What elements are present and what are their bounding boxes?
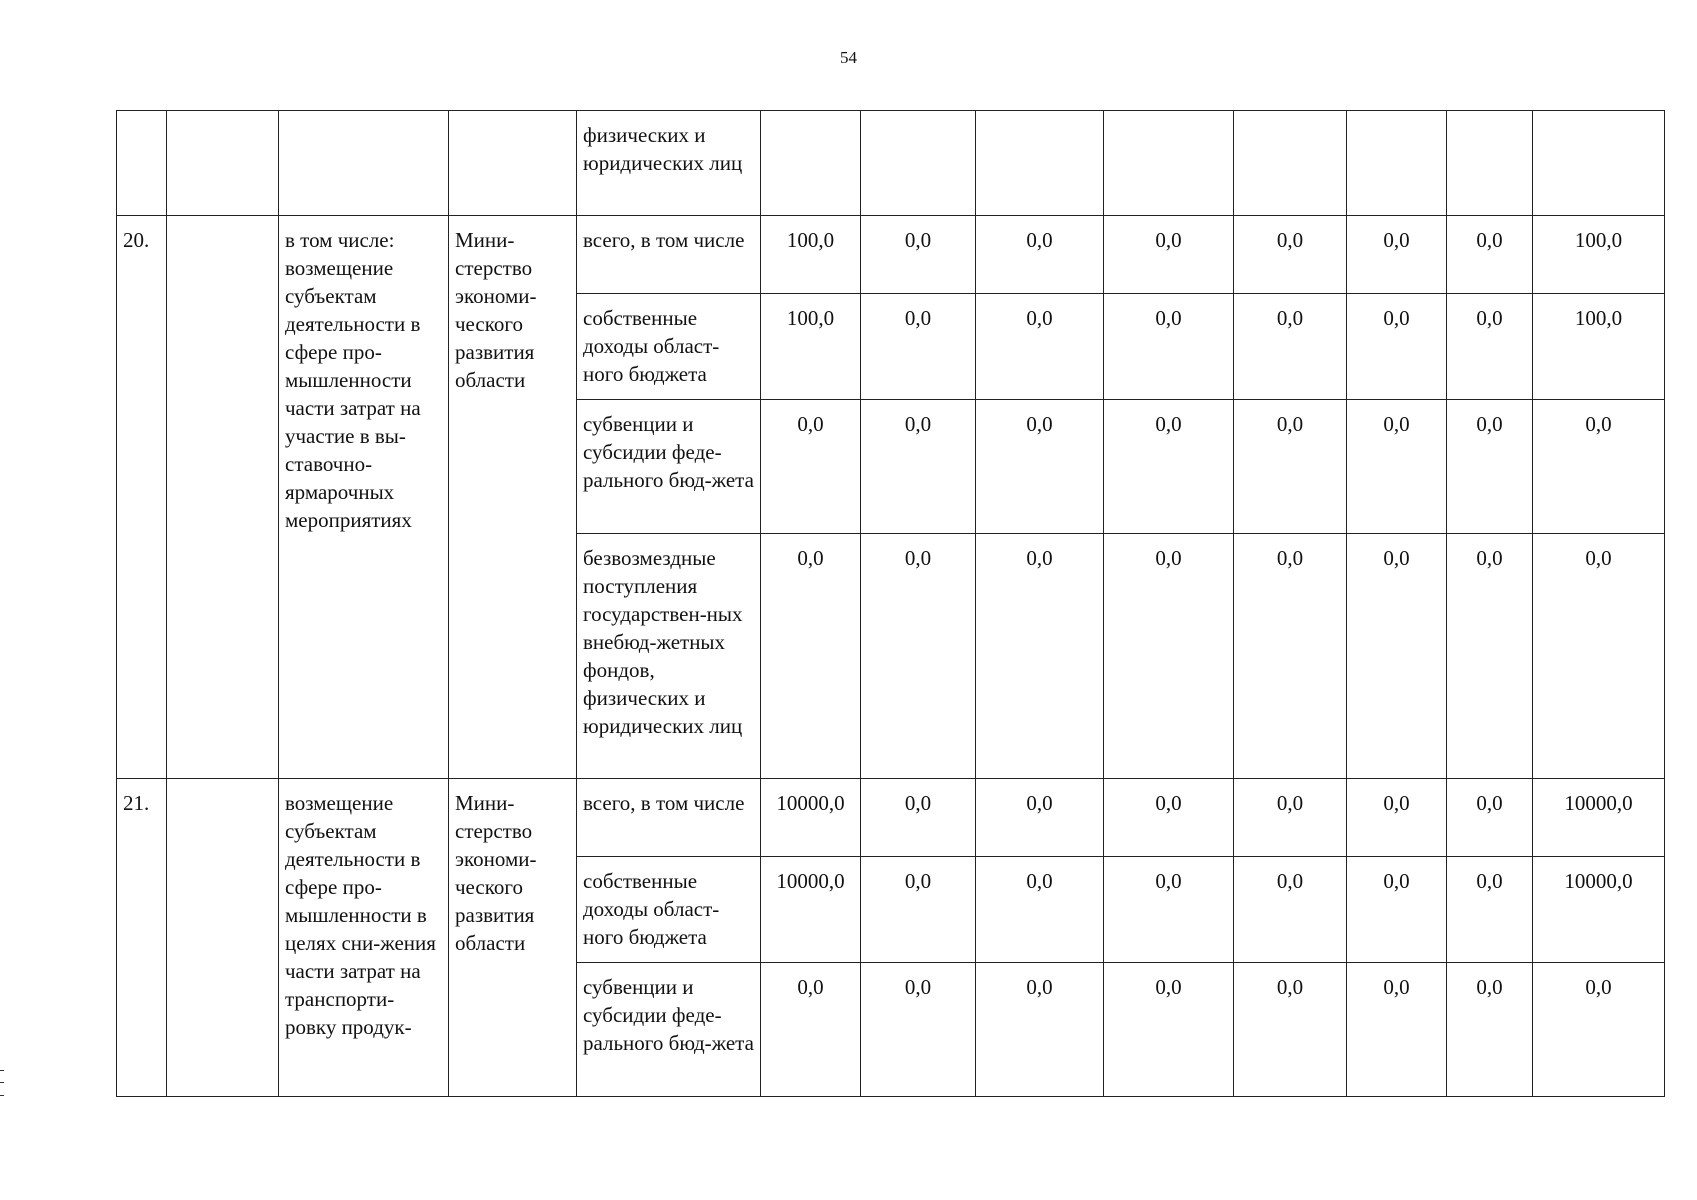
value-cell: 0,0 xyxy=(1104,294,1234,400)
index-cell xyxy=(117,111,167,216)
value-cell: 0,0 xyxy=(1533,534,1665,779)
value-cell: 0,0 xyxy=(976,294,1104,400)
value-cell: 0,0 xyxy=(976,779,1104,857)
value-cell: 0,0 xyxy=(1234,294,1347,400)
value-cell: 0,0 xyxy=(976,216,1104,294)
value-cell xyxy=(761,111,861,216)
value-cell: 0,0 xyxy=(1104,857,1234,963)
measure-name: возмещение субъектам деятельности в сфере про-мышленности в целях сни-жения части затрат на транспорти-ровку продук- xyxy=(279,779,449,1097)
value-cell: 0,0 xyxy=(1104,534,1234,779)
row-index: 20. xyxy=(117,216,167,779)
funding-source: собственные доходы област-ного бюджета xyxy=(577,857,761,963)
value-cell xyxy=(976,111,1104,216)
value-cell: 100,0 xyxy=(761,294,861,400)
value-cell: 100,0 xyxy=(1533,294,1665,400)
value-cell xyxy=(1104,111,1234,216)
value-cell: 0,0 xyxy=(1347,857,1447,963)
value-cell: 0,0 xyxy=(1104,400,1234,534)
value-cell: 0,0 xyxy=(1447,400,1533,534)
table-body xyxy=(117,111,1665,1097)
value-cell: 0,0 xyxy=(1104,963,1234,1097)
table-row xyxy=(117,216,1665,294)
value-cell xyxy=(1347,111,1447,216)
value-cell: 100,0 xyxy=(1533,216,1665,294)
value-cell: 0,0 xyxy=(1533,400,1665,534)
code-cell xyxy=(167,111,279,216)
value-cell: 10000,0 xyxy=(1533,779,1665,857)
value-cell: 0,0 xyxy=(1447,857,1533,963)
value-cell: 0,0 xyxy=(1347,534,1447,779)
value-cell xyxy=(861,111,976,216)
table-row xyxy=(117,111,1665,216)
value-cell: 0,0 xyxy=(1447,779,1533,857)
value-cell: 0,0 xyxy=(1234,857,1347,963)
value-cell xyxy=(1533,111,1665,216)
page-number: 54 xyxy=(840,48,857,67)
measure-name: в том числе: возмещение субъектам деятельности в сфере про-мышленности части затрат на участие в вы-ставочно-ярмарочных мероприятиях xyxy=(279,216,449,779)
value-cell: 0,0 xyxy=(1347,294,1447,400)
name-cell xyxy=(279,111,449,216)
value-cell: 0,0 xyxy=(1234,400,1347,534)
funding-source: безвозмездные поступления государствен-ных внебюд-жетных фондов, физических и юридических лиц xyxy=(577,534,761,779)
value-cell: 0,0 xyxy=(861,779,976,857)
value-cell: 10000,0 xyxy=(1533,857,1665,963)
value-cell: 100,0 xyxy=(761,216,861,294)
value-cell: 0,0 xyxy=(861,534,976,779)
executor-cell xyxy=(449,111,577,216)
value-cell xyxy=(1447,111,1533,216)
value-cell: 0,0 xyxy=(1347,400,1447,534)
margin-mark xyxy=(0,1070,4,1096)
executor: Мини-стерство экономи-ческого развития области xyxy=(449,216,577,779)
value-cell: 0,0 xyxy=(1234,963,1347,1097)
value-cell: 10000,0 xyxy=(761,779,861,857)
value-cell: 0,0 xyxy=(1234,779,1347,857)
value-cell: 0,0 xyxy=(861,294,976,400)
value-cell: 0,0 xyxy=(1104,779,1234,857)
funding-source: всего, в том числе xyxy=(577,779,761,857)
value-cell: 0,0 xyxy=(976,400,1104,534)
value-cell: 10000,0 xyxy=(761,857,861,963)
value-cell: 0,0 xyxy=(761,534,861,779)
value-cell: 0,0 xyxy=(1104,216,1234,294)
value-cell: 0,0 xyxy=(1447,294,1533,400)
funding-source: всего, в том числе xyxy=(577,216,761,294)
value-cell: 0,0 xyxy=(1347,779,1447,857)
value-cell: 0,0 xyxy=(976,963,1104,1097)
value-cell: 0,0 xyxy=(1347,216,1447,294)
row-index: 21. xyxy=(117,779,167,1097)
value-cell: 0,0 xyxy=(861,400,976,534)
value-cell: 0,0 xyxy=(1533,963,1665,1097)
source-cell: физических и юридических лиц xyxy=(577,111,761,216)
value-cell: 0,0 xyxy=(1447,534,1533,779)
value-cell: 0,0 xyxy=(861,216,976,294)
funding-source: субвенции и субсидии феде-рального бюд-жета xyxy=(577,963,761,1097)
value-cell: 0,0 xyxy=(861,963,976,1097)
value-cell: 0,0 xyxy=(1447,216,1533,294)
value-cell: 0,0 xyxy=(976,857,1104,963)
executor: Мини-стерство экономи-ческого развития области xyxy=(449,779,577,1097)
table-row xyxy=(117,779,1665,857)
funding-source: собственные доходы област-ного бюджета xyxy=(577,294,761,400)
value-cell: 0,0 xyxy=(1347,963,1447,1097)
code-cell xyxy=(167,779,279,1097)
value-cell xyxy=(1234,111,1347,216)
value-cell: 0,0 xyxy=(1447,963,1533,1097)
value-cell: 0,0 xyxy=(1234,534,1347,779)
funding-source: субвенции и субсидии феде-рального бюд-жета xyxy=(577,400,761,534)
value-cell: 0,0 xyxy=(861,857,976,963)
value-cell: 0,0 xyxy=(976,534,1104,779)
budget-table xyxy=(116,110,1665,1097)
value-cell: 0,0 xyxy=(761,963,861,1097)
value-cell: 0,0 xyxy=(761,400,861,534)
value-cell: 0,0 xyxy=(1234,216,1347,294)
code-cell xyxy=(167,216,279,779)
